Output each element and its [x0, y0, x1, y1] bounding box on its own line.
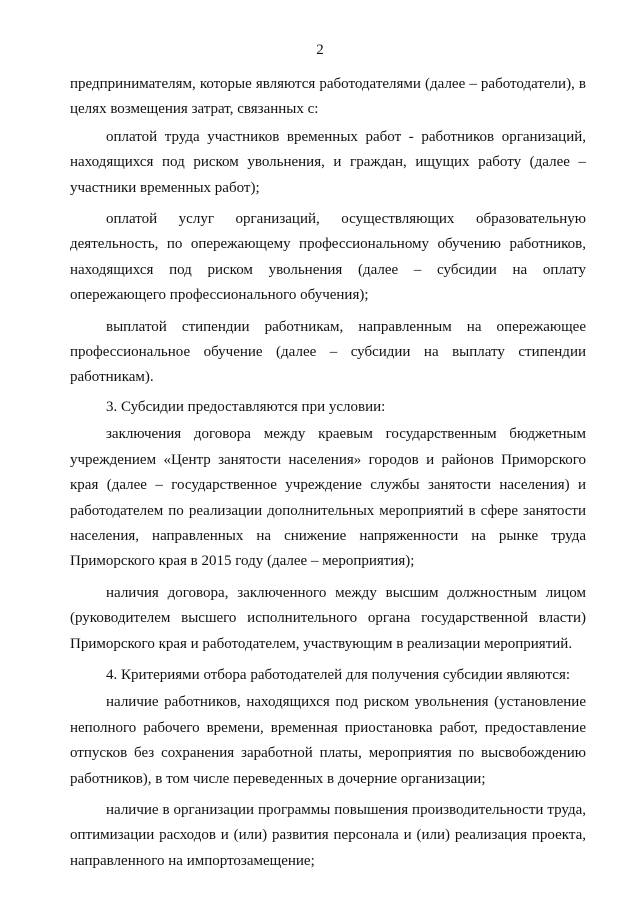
- paragraph-contract-existence: наличия договора, заключенного между высшим должностным лицом (руководителем высшего исполнительного органа государственной власти) Приморского края и работодателем, участвующим в реализации мероприятий.: [70, 584, 586, 652]
- section-3-heading: 3. Субсидии предоставляются при условии:: [106, 398, 386, 415]
- section-4-heading: 4. Критериями отбора работодателей для получения субсидии являются:: [106, 666, 571, 683]
- paragraph-stipend-payment: выплатой стипендии работникам, направленным на опережающее профессиональное обучение (далее – субсидии на выплату стипендии работникам).: [70, 318, 586, 386]
- paragraph-contract-conclusion: заключения договора между краевым государственным бюджетным учреждением «Центр занятости населения» городов и районов Приморского края (далее – государственное учреждение службы занятости населения) и работодателем по реализации дополнительных мероприятий в сфере занятости населения, направленных на снижение напряженности на рынке труда Приморского края в 2015 году (далее – мероприятия);: [70, 426, 586, 570]
- paragraph-training-services: оплатой услуг организаций, осуществляющих образовательную деятельность, по опережающему профессиональному обучению работников, находящихся под риском увольнения (далее – субсидии на оплату опережающего профессионального обучения);: [70, 211, 586, 304]
- paragraph-temporary-work-wages: оплатой труда участников временных работ - работников организаций, находящихся под риском увольнения, и граждан, ищущих работу (далее – участники временных работ);: [70, 128, 586, 196]
- paragraph-employers-continuation: предпринимателям, которые являются работодателями (далее – работодатели), в целях возмещения затрат, связанных с:: [70, 76, 586, 118]
- page-number: 2: [316, 42, 324, 58]
- document-body: [70, 72, 586, 874]
- paragraph-at-risk-employees: наличие работников, находящихся под риском увольнения (установление неполного рабочего времени, временная приостановка работ, предоставление отпусков без сохранения заработной платы, мероприятия по высвобождению работников), в том числе переведенных в дочерние организации;: [70, 694, 586, 787]
- paragraph-productivity-program: наличие в организации программы повышения производительности труда, оптимизации расходов и (или) развития персонала и (или) реализация проекта, направленного на импортозамещение;: [70, 801, 586, 869]
